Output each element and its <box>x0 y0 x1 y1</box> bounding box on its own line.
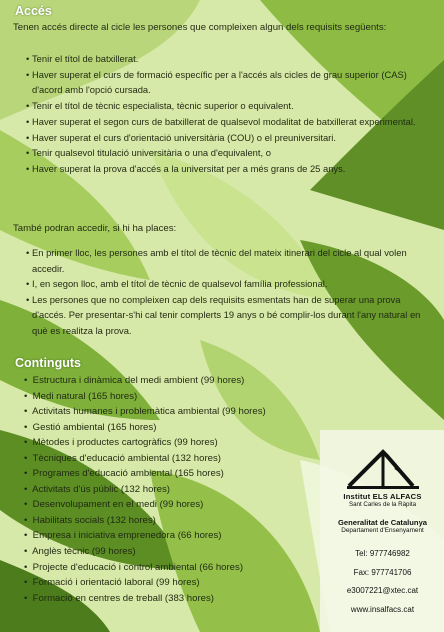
list-item: • Desenvolupament en el medi (99 hores) <box>24 499 204 511</box>
list-item: • Estructura i dinàmica del medi ambient (99 hores) <box>24 375 245 386</box>
requirements-list <box>24 51 429 177</box>
section-heading-continguts: Continguts <box>15 356 81 370</box>
list-item: • Habilitats socials (132 hores) <box>24 514 156 526</box>
list-item: • Programes d'educació ambiental (165 hores) <box>24 468 224 480</box>
list-item: • Haver superat el curs d'orientació universitària (COU) o el preuniversitari. <box>26 131 336 143</box>
list-item: • Mètodes i productes cartogràfics (99 hores) <box>24 437 218 449</box>
website-link[interactable]: www.insalfacs.cat <box>350 604 415 614</box>
continguts-list <box>24 373 304 606</box>
institution-name: Institut ELS ALFACS <box>343 492 422 501</box>
phone-text: Tel: 977746982 <box>355 549 410 558</box>
list-item: • Projecte d'educació i control ambiental (66 hores) <box>24 561 244 573</box>
section-heading-acces: Accés <box>15 4 52 18</box>
places-intro: També podran accedir, si hi ha places: <box>13 223 177 234</box>
list-item: • Tècniques d'educació ambiental (132 hores) <box>24 452 221 464</box>
list-item: • Anglès tècnic (99 hores) <box>24 546 136 558</box>
gov-department: Departament d'Ensenyament <box>341 527 424 534</box>
list-item: • Formació i orientació laboral (99 hores) <box>24 577 200 589</box>
list-item: • Haver superat el curs de formació específic per a l'accés als cicles de grau superior (CAS) d'acord amb l'opció cursada. <box>26 68 407 96</box>
list-item: • Haver superat la prova d'accés a la universitat per a més grans de 25 anys. <box>26 162 346 174</box>
institution-location: Sant Carles de la Ràpita <box>348 501 417 508</box>
list-item: • Les persones que no compleixen cap dels requisits esmentats han de superar una prova d'accés. Per presentar-s'hi cal tenir complerts 19 anys o bé complir-los durant l'any natural en què es realitza la prova. <box>26 293 421 336</box>
list-item: • Tenir qualsevol titulació universitària o una d'equivalent, o <box>26 147 271 159</box>
institution-logo-icon <box>343 446 423 490</box>
places-list <box>24 245 429 339</box>
list-item: • Medi natural (165 hores) <box>24 390 138 402</box>
list-item: • I, en segon lloc, amb el títol de tècnic de qualsevol família professional. <box>26 278 328 290</box>
list-item: • Activitats humanes i problemàtica ambiental (99 hores) <box>24 406 266 418</box>
list-item: • Tenir el títol de tècnic especialista, tècnic superior o equivalent. <box>26 100 294 112</box>
list-item: • Gestió ambiental (165 hores) <box>24 421 157 433</box>
gov-name: Generalitat de Catalunya <box>337 518 428 527</box>
list-item: • Activitats d'ús públic (132 hores) <box>24 483 170 495</box>
list-item: • Haver superat el segon curs de batxillerat de qualsevol modalitat de batxillerat experimental. <box>26 115 416 127</box>
list-item: • Empresa i iniciativa emprenedora (66 hores) <box>24 530 222 542</box>
email-link[interactable]: e3007221@xtec.cat <box>346 586 419 595</box>
contact-info <box>325 545 440 619</box>
list-item: • Formació en centres de treball (383 hores) <box>24 592 214 604</box>
list-item: • Tenir el títol de batxillerat. <box>26 53 139 64</box>
fax-text: Fax: 977741706 <box>353 567 412 577</box>
acces-intro: Tenen accés directe al cicle les persones que compleixen algun dels requisits següents: <box>13 22 387 33</box>
institution-block <box>325 446 440 619</box>
list-item: • En primer lloc, les persones amb el títol de tècnic del mateix itinerari del cicle al qual volen accedir. <box>26 247 407 274</box>
